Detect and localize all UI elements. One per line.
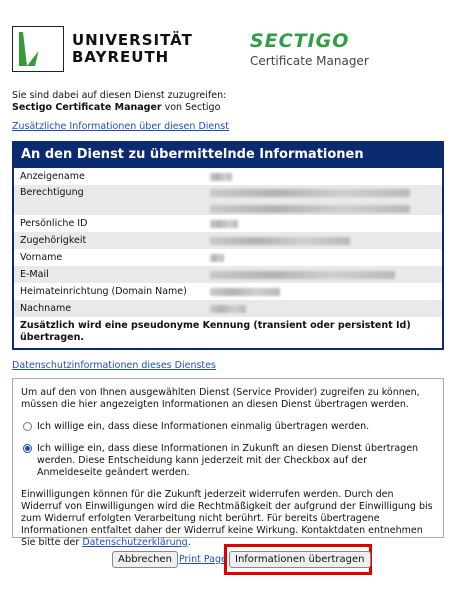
more-info-link[interactable]: Zusätzliche Informationen über diesen Dienst [12,121,229,132]
intro-text [12,90,226,114]
intro-line: Sie sind dabei auf diesen Dienst zuzugreifen: [12,90,227,101]
table-row [14,249,442,266]
university-name [72,32,193,66]
university-name-line1: UNIVERSITÄT [72,31,193,49]
redacted-value [210,288,280,296]
attribute-table [12,141,444,350]
attribute-label: Persönliche ID [20,218,88,229]
consent-option-once[interactable] [21,421,435,433]
attribute-label: Heimateinrichtung (Domain Name) [20,286,187,297]
privacy-info-link[interactable]: Datenschutzinformationen dieses Dienstes [12,360,216,371]
revocation-body: Einwilligungen können für die Zukunft jederzeit widerrufen werden. Durch den Widerruf von Einwilligungen wird die Rechtmäßigkeit der aufgrund der Einwilligung bis zum Widerruf erfolgten Verarbeitung nicht berührt. Für bereits übertragene Informationen entfaltet daher der Widerruf keine Wirkung. Kontaktdaten entnehmen Sie bitte der [21,489,433,548]
redacted-value [210,237,350,245]
service-name: Sectigo Certificate Manager [12,102,162,113]
consent-option-future[interactable] [21,443,435,479]
table-row [14,185,442,215]
service-provider: von Sectigo [161,102,221,113]
table-row [14,215,442,232]
consent-intro: Um auf den von Ihnen ausgewählten Dienst (Service Provider) zugreifen zu können, müssen die hier angezeigten Informationen an diesen Dienst übertragen werden. [21,387,420,410]
university-logo-icon [12,26,64,72]
attribute-label: Vorname [20,252,63,263]
cancel-button[interactable]: Abbrechen [112,551,178,568]
table-row [14,266,442,283]
sectigo-logo [250,30,369,68]
redacted-value [210,173,232,181]
consent-option-once-label: Ich willige ein, dass diese Informationen einmalig übertragen werden. [37,421,370,432]
revocation-text [21,489,435,549]
university-name-line2: BAYREUTH [72,48,170,66]
redacted-value [210,305,246,313]
attribute-label: Zugehörigkeit [20,235,87,246]
attribute-table-title: An den Dienst zu übermittelnde Informationen [14,143,442,168]
sectigo-subtitle: Certificate Manager [250,54,369,68]
attribute-label: E-Mail [20,269,49,280]
redacted-value [210,271,395,279]
revocation-end: . [187,537,191,548]
table-row [14,283,442,300]
attribute-label: Anzeigename [20,171,85,182]
print-page-link[interactable]: Print Page [179,554,227,565]
table-row [14,300,442,317]
attribute-label: Berechtigung [20,187,84,198]
pseudonym-note: Zusätzlich wird eine pseudonyme Kennung (transient oder persistent Id) übertragen. [20,320,411,343]
redacted-value [210,220,238,228]
privacy-statement-link[interactable]: Datenschutzerklärung [82,537,188,548]
radio-future[interactable] [23,444,32,453]
consent-option-future-label: Ich willige ein, dass diese Informationen in Zukunft an diesen Dienst übertragen werden. Diese Entscheidung kann jederzeit mit der Checkbox auf der Anmeldeseite geändert werden. [37,443,419,478]
sectigo-name: SECTIGO [250,30,350,52]
submit-button[interactable]: Informationen übertragen [229,551,371,568]
radio-once[interactable] [23,422,32,431]
university-logo [12,26,193,72]
table-row [14,232,442,249]
consent-box [12,378,444,548]
redacted-value [210,187,410,213]
redacted-value [210,254,224,262]
table-row [14,168,442,185]
attribute-label: Nachname [20,303,72,314]
